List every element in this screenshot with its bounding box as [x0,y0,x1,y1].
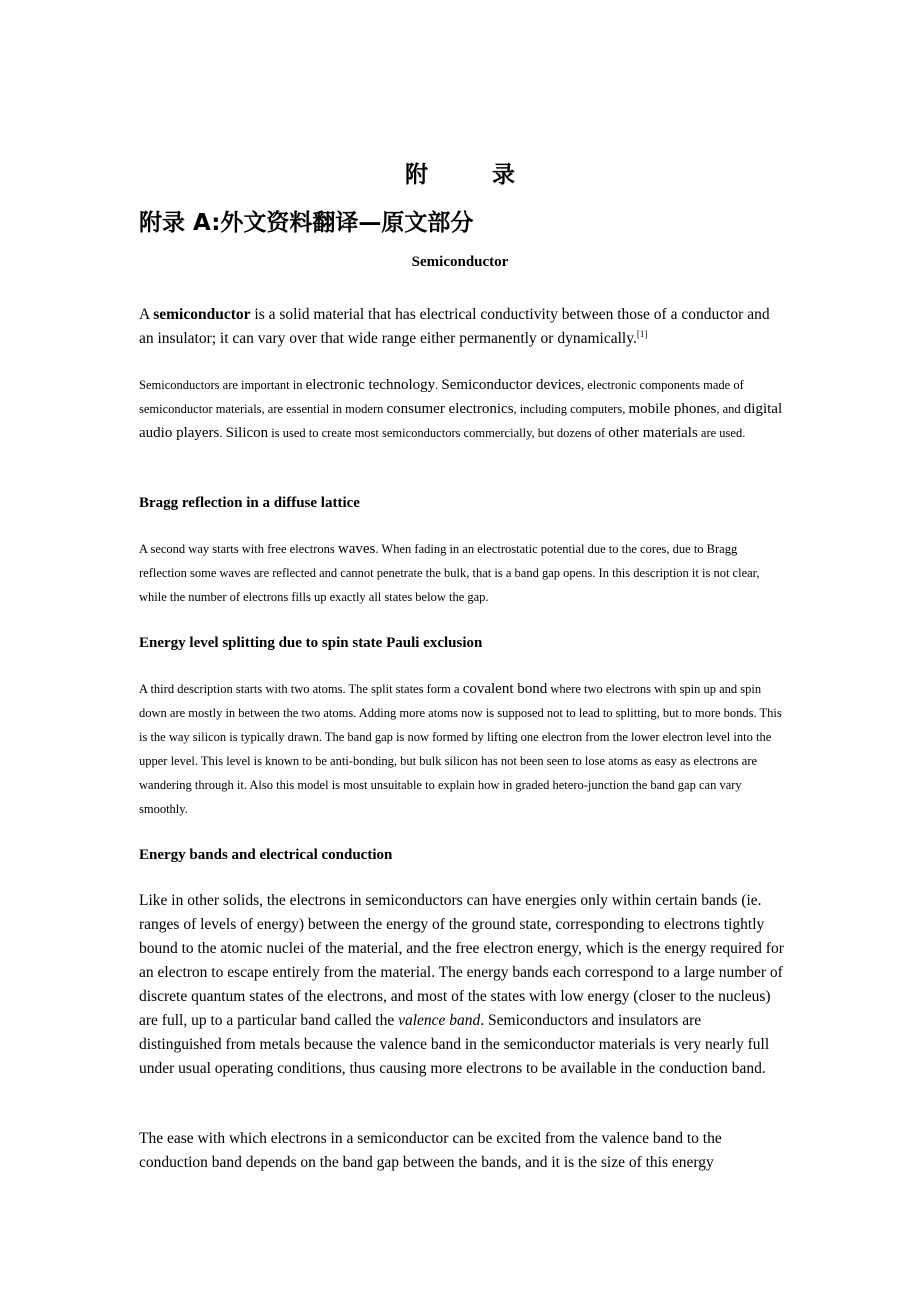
link-mobile-phones[interactable]: mobile phones [628,401,717,417]
doc-title: Semiconductor [411,254,509,270]
link-other-materials[interactable]: other materials [608,425,698,441]
bands-paragraph-2: The ease with which electrons in a semiconductor can be excited from the valence band to the conduction band depends on the band gap between the bands, and it is the size of this energy [139,1130,722,1171]
appendix-title-right: 录 [492,162,515,188]
link-electronic-technology[interactable]: electronic technology [305,377,436,393]
section-heading: 附录 A:外文资料翻译—原文部分 [139,210,474,236]
reference-marker[interactable]: [1] [636,328,648,339]
bragg-paragraph: A second way starts with free electrons waves. When fading in an electrostatic potential due to the cores, due to Bragg reflection some waves are reflected and cannot penetrate the bulk, that is a band gap opens. In this description it is not clear, while the number of electrons fills up exactly all states below the gap. [139,541,760,604]
appendix-title-left: 附 [405,162,428,188]
bands-paragraph-1: Like in other solids, the electrons in semiconductors can have energies only within certain bands (ie. ranges of levels of energy) between the energy of the ground state, corresponding to electrons tightly bound to the atomic nuclei of the material, and the free electron energy, which is the energy required for an electron to escape entirely from the material. The energy bands each correspond to a large number of discrete quantum states of the electrons, and most of the states with low energy (closer to the nucleus) are full, up to a particular band called the valence band. Semiconductors and insulators are distinguished from metals because the valence band in the semiconductor materials is very nearly full under usual operating conditions, thus causing more electrons to be available in the conduction band. [139,892,784,1077]
link-digital-audio-players[interactable]: digital audio players [139,401,783,441]
heading-splitting: Energy level splitting due to spin state Pauli exclusion [139,635,483,651]
link-waves[interactable]: waves [337,541,376,557]
term-valence-band: valence band [398,1012,481,1029]
heading-bragg: Bragg reflection in a diffuse lattice [139,495,360,511]
intro-paragraph: A semiconductor is a solid material that has electrical conductivity between those of a conductor and an insulator; it can vary over that wide range either permanently or dynamically.[1] [139,306,770,347]
splitting-paragraph: A third description starts with two atoms. The split states form a covalent bond where two electrons with spin up and spin down are mostly in between the two atoms. Adding more atoms now is supposed not to lead to splitting, but to more bonds. This is the way silicon is typically drawn. The band gap is now formed by lifting one electron from the lower electron level into the upper level. This level is known to be anti-bonding, but bulk silicon has not been seen to lose atoms as easy as electrons are wandering through it. Also this model is most unsuitable to explain how in graded hetero-junction the band gap can vary smoothly. [139,681,782,816]
appendix-title [0,156,920,189]
link-semiconductor-devices[interactable]: Semiconductor devices [441,377,581,393]
link-covalent-bond[interactable]: covalent bond [462,681,548,697]
link-consumer-electronics[interactable]: consumer electronics [386,401,514,417]
link-silicon[interactable]: Silicon [225,425,269,441]
heading-energy-bands: Energy bands and electrical conduction [139,847,393,863]
term-semiconductor: semiconductor [153,306,251,323]
importance-paragraph: Semiconductors are important in electronic technology. Semiconductor devices, electronic components made of semiconductor materials, are essential in modern consumer electronics, including computers, mobile phones, and digital audio players. Silicon is used to create most semiconductors commercially, but dozens of other materials are used. [139,377,783,441]
